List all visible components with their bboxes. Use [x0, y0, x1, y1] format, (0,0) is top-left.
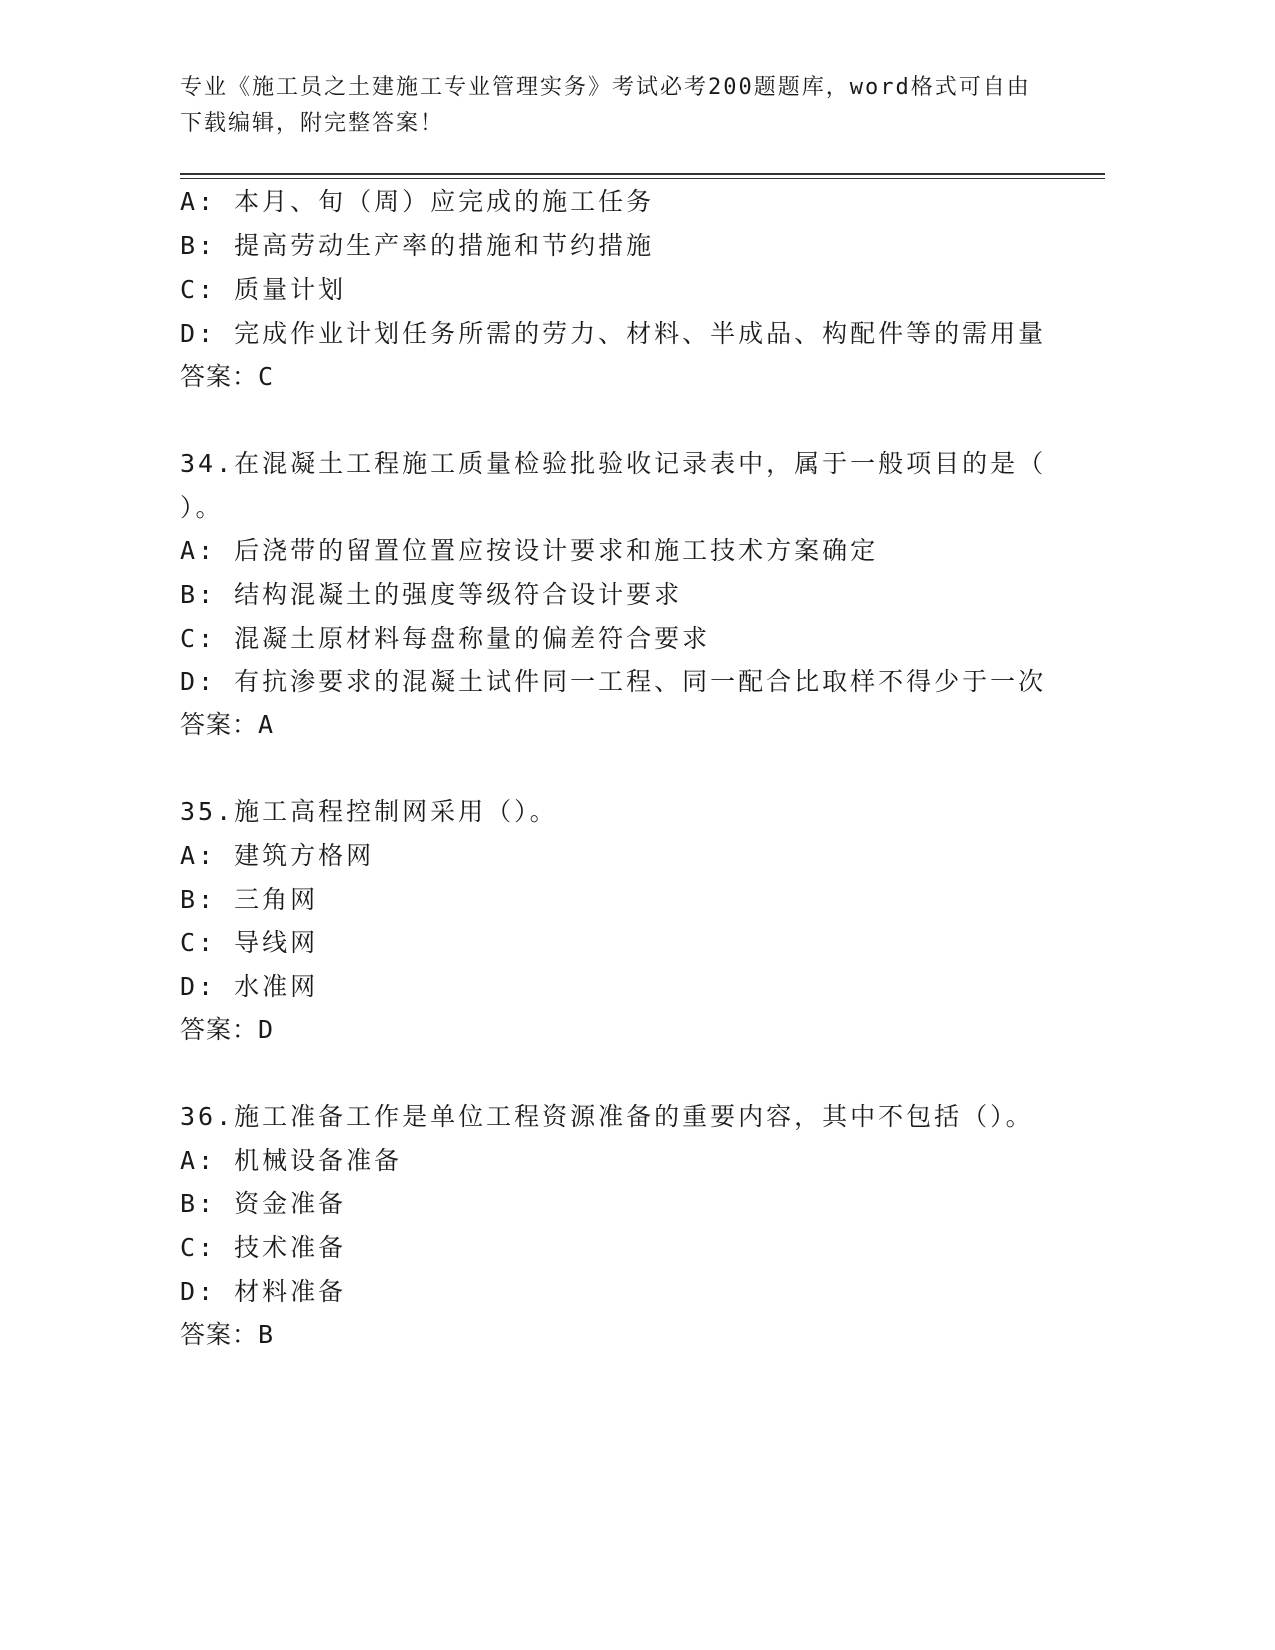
q33-answer — [180, 362, 1080, 392]
q35-answer — [180, 1015, 1080, 1045]
answer-label: 答案： — [180, 1320, 259, 1349]
q34-option-b: B: 结构混凝土的强度等级符合设计要求 — [180, 580, 683, 609]
q33-option-d: D: 完成作业计划任务所需的劳力、材料、半成品、构配件等的需用量 — [180, 319, 1047, 348]
answer-label: 答案： — [180, 362, 259, 391]
q36-answer — [180, 1320, 1080, 1350]
answer-value: D — [258, 1015, 275, 1044]
q36-option-b: B: 资金准备 — [180, 1189, 347, 1218]
q34-option-a: A: 后浇带的留置位置应按设计要求和施工技术方案确定 — [180, 536, 879, 565]
q35-option-d: D: 水准网 — [180, 972, 319, 1001]
q36-option-c: C: 技术准备 — [180, 1233, 347, 1262]
answer-label: 答案： — [180, 710, 259, 739]
q33-option-b: B: 提高劳动生产率的措施和节约措施 — [180, 231, 655, 260]
q34-stem-line-2: ）。 — [180, 493, 224, 522]
q33-option-a: A: 本月、旬（周）应完成的施工任务 — [180, 187, 655, 216]
header-divider — [180, 173, 1105, 179]
q36-option-a: A: 机械设备准备 — [180, 1146, 403, 1175]
q36-option-d: D: 材料准备 — [180, 1277, 347, 1306]
q35-option-a: A: 建筑方格网 — [180, 841, 375, 870]
answer-value: C — [258, 362, 275, 391]
q33-option-c: C: 质量计划 — [180, 275, 347, 304]
q35-option-b: B: 三角网 — [180, 885, 319, 914]
q34-stem-line-1: 34.在混凝土工程施工质量检验批验收记录表中，属于一般项目的是（ — [180, 449, 1047, 478]
answer-label: 答案： — [180, 1015, 259, 1044]
answer-value: A — [258, 710, 275, 739]
answer-value: B — [258, 1320, 275, 1349]
q35-stem: 35.施工高程控制网采用（）。 — [180, 797, 558, 826]
q35-option-c: C: 导线网 — [180, 928, 319, 957]
q34-answer — [180, 710, 1080, 740]
header-line-2: 下载编辑，附完整答案！ — [180, 111, 445, 136]
document-header — [180, 70, 1060, 142]
q34-option-c: C: 混凝土原材料每盘称量的偏差符合要求 — [180, 624, 711, 653]
header-line-1: 专业《施工员之土建施工专业管理实务》考试必考200题题库，word格式可自由 — [180, 75, 1031, 100]
q36-stem: 36.施工准备工作是单位工程资源准备的重要内容，其中不包括（）。 — [180, 1102, 1034, 1131]
q34-option-d: D: 有抗渗要求的混凝土试件同一工程、同一配合比取样不得少于一次 — [180, 667, 1047, 696]
